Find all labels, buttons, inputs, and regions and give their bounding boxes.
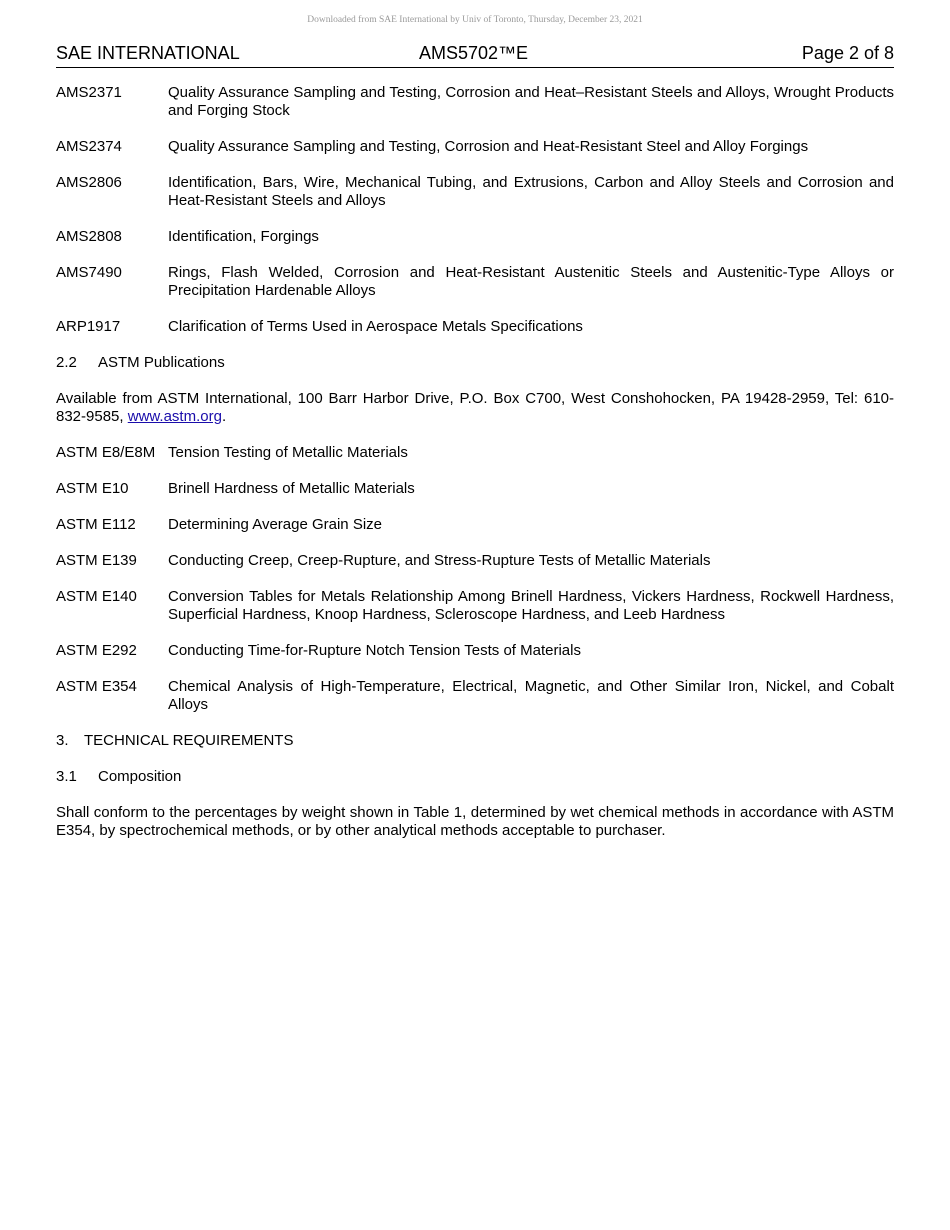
composition-paragraph: Shall conform to the percentages by weight shown in Table 1, determined by wet chemical methods in accordance with ASTM E354, by spectrochemical methods, or by other analytical methods acceptable to purchaser. bbox=[56, 804, 894, 839]
availability-text: Available from ASTM International, 100 Barr Harbor Drive, P.O. Box C700, West Conshohocken, PA 19428-2959, Tel: 610-832-9585, bbox=[56, 390, 894, 425]
astm-website-link[interactable]: www.astm.org bbox=[127, 408, 222, 425]
header-doc-number: AMS5702™E bbox=[419, 43, 529, 63]
header-page-number: Page 2 of 8 bbox=[801, 43, 894, 63]
ref-title: Quality Assurance Sampling and Testing, Corrosion and Heat–Resistant Steels and Alloys, Wrought Products and Forging Stock bbox=[168, 84, 894, 119]
ams-ref-row bbox=[56, 174, 894, 210]
ref-title: Conducting Time-for-Rupture Notch Tension Tests of Materials bbox=[168, 642, 581, 659]
ref-title: Determining Average Grain Size bbox=[168, 516, 382, 533]
ref-code: ASTM E112 bbox=[56, 516, 136, 533]
availability-period: . bbox=[221, 408, 227, 425]
header-org: SAE INTERNATIONAL bbox=[56, 43, 240, 63]
document-body bbox=[56, 84, 894, 858]
ams-ref-row bbox=[56, 84, 894, 120]
ref-code: AMS2371 bbox=[56, 84, 122, 101]
ams-ref-row bbox=[56, 318, 894, 336]
page-header bbox=[56, 43, 894, 68]
ams-ref-row bbox=[56, 138, 894, 156]
ref-title: Conducting Creep, Creep-Rupture, and Stress-Rupture Tests of Metallic Materials bbox=[168, 552, 711, 569]
ref-code: AMS2806 bbox=[56, 174, 122, 191]
section-title: ASTM Publications bbox=[98, 354, 225, 371]
ref-code: ASTM E354 bbox=[56, 678, 137, 695]
section-title: TECHNICAL REQUIREMENTS bbox=[84, 732, 294, 749]
download-watermark: Downloaded from SAE International by Univ of Toronto, Thursday, December 23, 2021 bbox=[307, 15, 643, 25]
astm-ref-row bbox=[56, 552, 894, 570]
ref-code: ARP1917 bbox=[56, 318, 121, 335]
ref-code: ASTM E140 bbox=[56, 588, 137, 605]
astm-ref-row bbox=[56, 588, 894, 624]
astm-ref-row bbox=[56, 480, 894, 498]
astm-ref-row bbox=[56, 642, 894, 660]
ref-title: Identification, Bars, Wire, Mechanical Tubing, and Extrusions, Carbon and Alloy Steels and Corrosion and Heat-Resistant Steels and Alloys bbox=[168, 174, 894, 209]
ref-title: Identification, Forgings bbox=[168, 228, 319, 245]
ref-title: Rings, Flash Welded, Corrosion and Heat-Resistant Austenitic Steels and Austenitic-Type Alloys or Precipitation Hardenable Alloys bbox=[168, 264, 894, 299]
astm-ref-row bbox=[56, 444, 894, 462]
section-number: 3. bbox=[56, 732, 69, 749]
section-2-2-heading bbox=[56, 354, 894, 372]
ref-title: Tension Testing of Metallic Materials bbox=[168, 444, 408, 461]
ref-code: ASTM E10 bbox=[56, 480, 129, 497]
ref-code: AMS2374 bbox=[56, 138, 122, 155]
section-title: Composition bbox=[98, 768, 182, 785]
ref-title: Conversion Tables for Metals Relationship Among Brinell Hardness, Vickers Hardness, Rockwell Hardness, Superficial Hardness, Knoop Hardness, Scleroscope Hardness, and Leeb Hardness bbox=[168, 588, 894, 623]
ref-code: ASTM E8/E8M bbox=[56, 444, 156, 461]
ref-code: AMS2808 bbox=[56, 228, 122, 245]
astm-ref-row bbox=[56, 678, 894, 714]
section-3-1-heading bbox=[56, 768, 894, 786]
section-3-heading bbox=[56, 732, 894, 750]
ref-title: Clarification of Terms Used in Aerospace Metals Specifications bbox=[168, 318, 583, 335]
ref-code: ASTM E292 bbox=[56, 642, 137, 659]
astm-ref-row bbox=[56, 516, 894, 534]
section-number: 3.1 bbox=[56, 768, 77, 785]
ref-title: Chemical Analysis of High-Temperature, Electrical, Magnetic, and Other Similar Iron, Nickel, and Cobalt Alloys bbox=[168, 678, 894, 713]
section-number: 2.2 bbox=[56, 354, 77, 371]
ref-code: AMS7490 bbox=[56, 264, 122, 281]
ref-title: Brinell Hardness of Metallic Materials bbox=[168, 480, 415, 497]
ams-ref-row bbox=[56, 264, 894, 300]
ams-ref-row bbox=[56, 228, 894, 246]
ref-code: ASTM E139 bbox=[56, 552, 137, 569]
ref-title: Quality Assurance Sampling and Testing, Corrosion and Heat-Resistant Steel and Alloy Forgings bbox=[168, 138, 809, 155]
astm-availability-paragraph bbox=[56, 390, 894, 426]
